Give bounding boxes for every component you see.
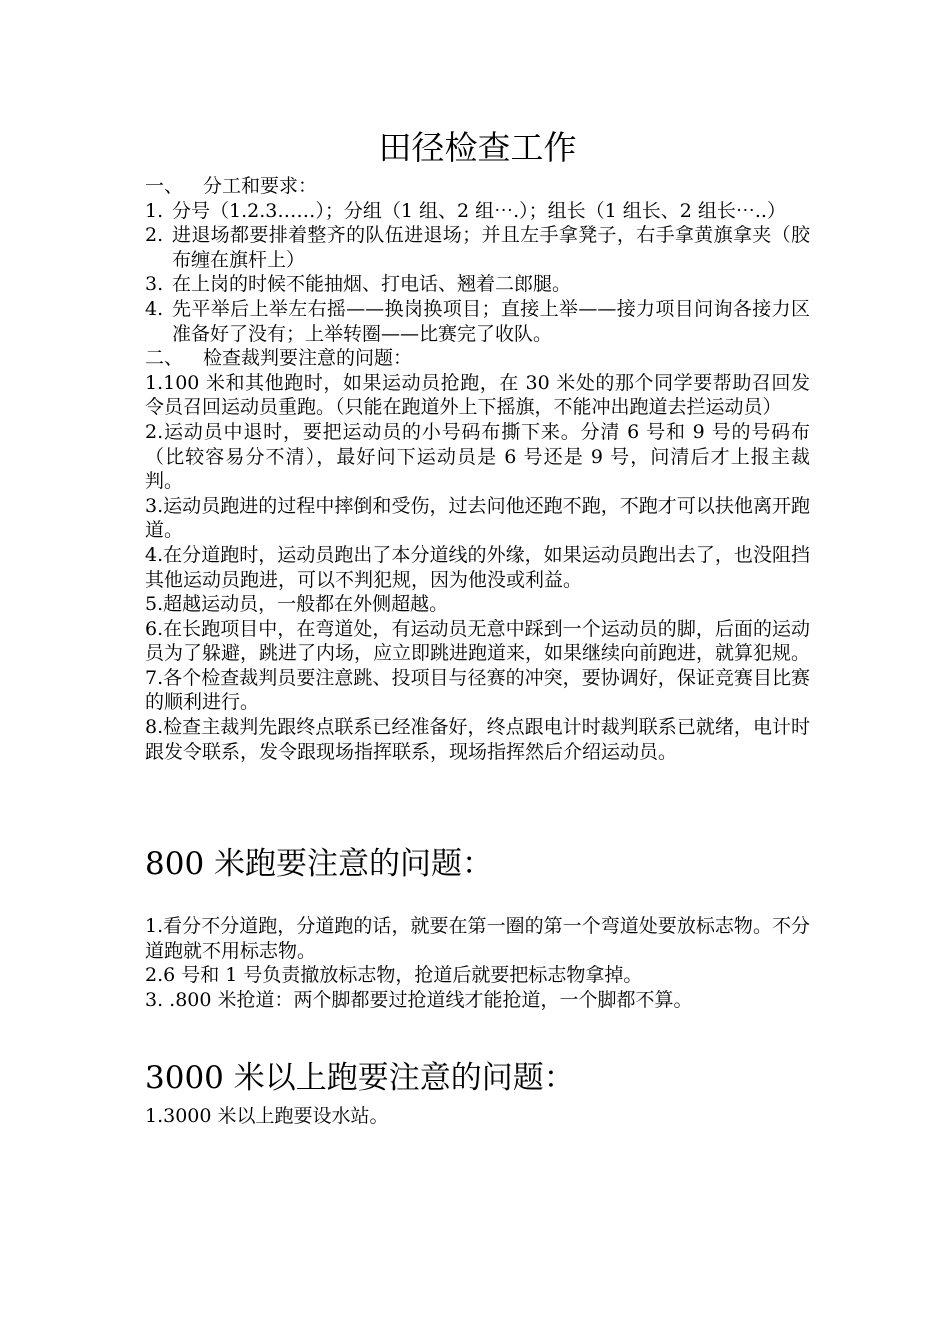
paragraph: 2.运动员中退时，要把运动员的小号码布撕下来。分清 6 号和 9 号的号码布（比较容易分不清），最好问下运动员是 6 号还是 9 号，问清后才上报主裁判。	[145, 420, 810, 493]
section-heading-referee	[145, 346, 810, 371]
list-text: 分号（1.2.3……）；分组（1 组、2 组⋯.）；组长（1 组长、2 组长⋯..）	[172, 199, 786, 222]
section-heading-text: 检查裁判要注意的问题：	[203, 347, 413, 370]
list-number: 3.	[145, 273, 164, 296]
paragraph: 2.6 号和 1 号负责撤放标志物，抢道后就要把标志物拿掉。	[145, 964, 643, 987]
list-item	[145, 297, 810, 346]
document-page	[145, 126, 810, 1128]
paragraph: 3. .800 米抢道：两个脚都要过抢道线才能抢道，一个脚都不算。	[145, 989, 693, 1012]
list-text: 进退场都要排着整齐的队伍进退场；并且左手拿凳子，右手拿黄旗拿夹（胶布缠在旗杆上）	[172, 224, 810, 271]
document-title: 田径检查工作	[378, 128, 577, 167]
list-item	[145, 223, 810, 272]
paragraph: 1.3000 米以上跑要设水站。	[145, 1104, 389, 1127]
paragraph: 4.在分道跑时，运动员跑出了本分道线的外缘，如果运动员跑出去了，也没阻挡其他运动员跑进，可以不判犯规，因为他没或利益。	[145, 543, 810, 591]
paragraph: 8.检查主裁判先跟终点联系已经准备好，终点跟电计时裁判联系已就绪，电计时跟发令联系，发令跟现场指挥联系，现场指挥然后介绍运动员。	[145, 716, 810, 763]
paragraph: 3.运动员跑进的过程中摔倒和受伤，过去问他还跑不跑，不跑才可以扶他离开跑道。	[145, 494, 810, 542]
section-heading-division	[145, 174, 810, 199]
paragraph: 1.100 米和其他跑时，如果运动员抢跑，在 30 米处的那个同学要帮助召回发令员召回运动员重跑。（只能在跑道外上下摇旗，不能冲出跑道去拦运动员）	[145, 371, 810, 419]
paragraph: 5.超越运动员，一般都在外侧超越。	[145, 593, 449, 616]
paragraph: 6.在长跑项目中，在弯道处，有运动员无意中踩到一个运动员的脚，后面的运动员为了躲避，跳进了内场，应立即跳进跑道来，如果继续向前跑进，就算犯规。	[145, 617, 811, 665]
heading-800m: 800 米跑要注意的问题：	[145, 846, 494, 883]
list-number: 4.	[145, 297, 164, 320]
list-text: 在上岗的时候不能抽烟、打电话、翘着二郎腿。	[172, 273, 572, 296]
list-number: 2.	[145, 224, 164, 247]
section-number: 二、	[145, 347, 184, 370]
list-item	[145, 199, 810, 224]
heading-3000m: 3000 米以上跑要注意的问题：	[145, 1059, 575, 1096]
section-number: 一、	[145, 175, 184, 197]
section-heading-text: 分工和要求：	[203, 175, 318, 197]
list-item	[145, 272, 810, 297]
list-number: 1.	[145, 199, 164, 222]
paragraph: 1.看分不分道跑，分道跑的话，就要在第一圈的第一个弯道处要放标志物。不分道跑就不用标志物。	[145, 915, 810, 962]
paragraph: 7.各个检查裁判员要注意跳、投项目与径赛的冲突，要协调好，保证竞赛目比赛的顺利进行。	[145, 666, 810, 714]
list-text: 先平举后上举左右摇——换岗换项目；直接上举——接力项目问询各接力区准备好了没有；上举转圈——比赛完了收队。	[172, 297, 810, 345]
